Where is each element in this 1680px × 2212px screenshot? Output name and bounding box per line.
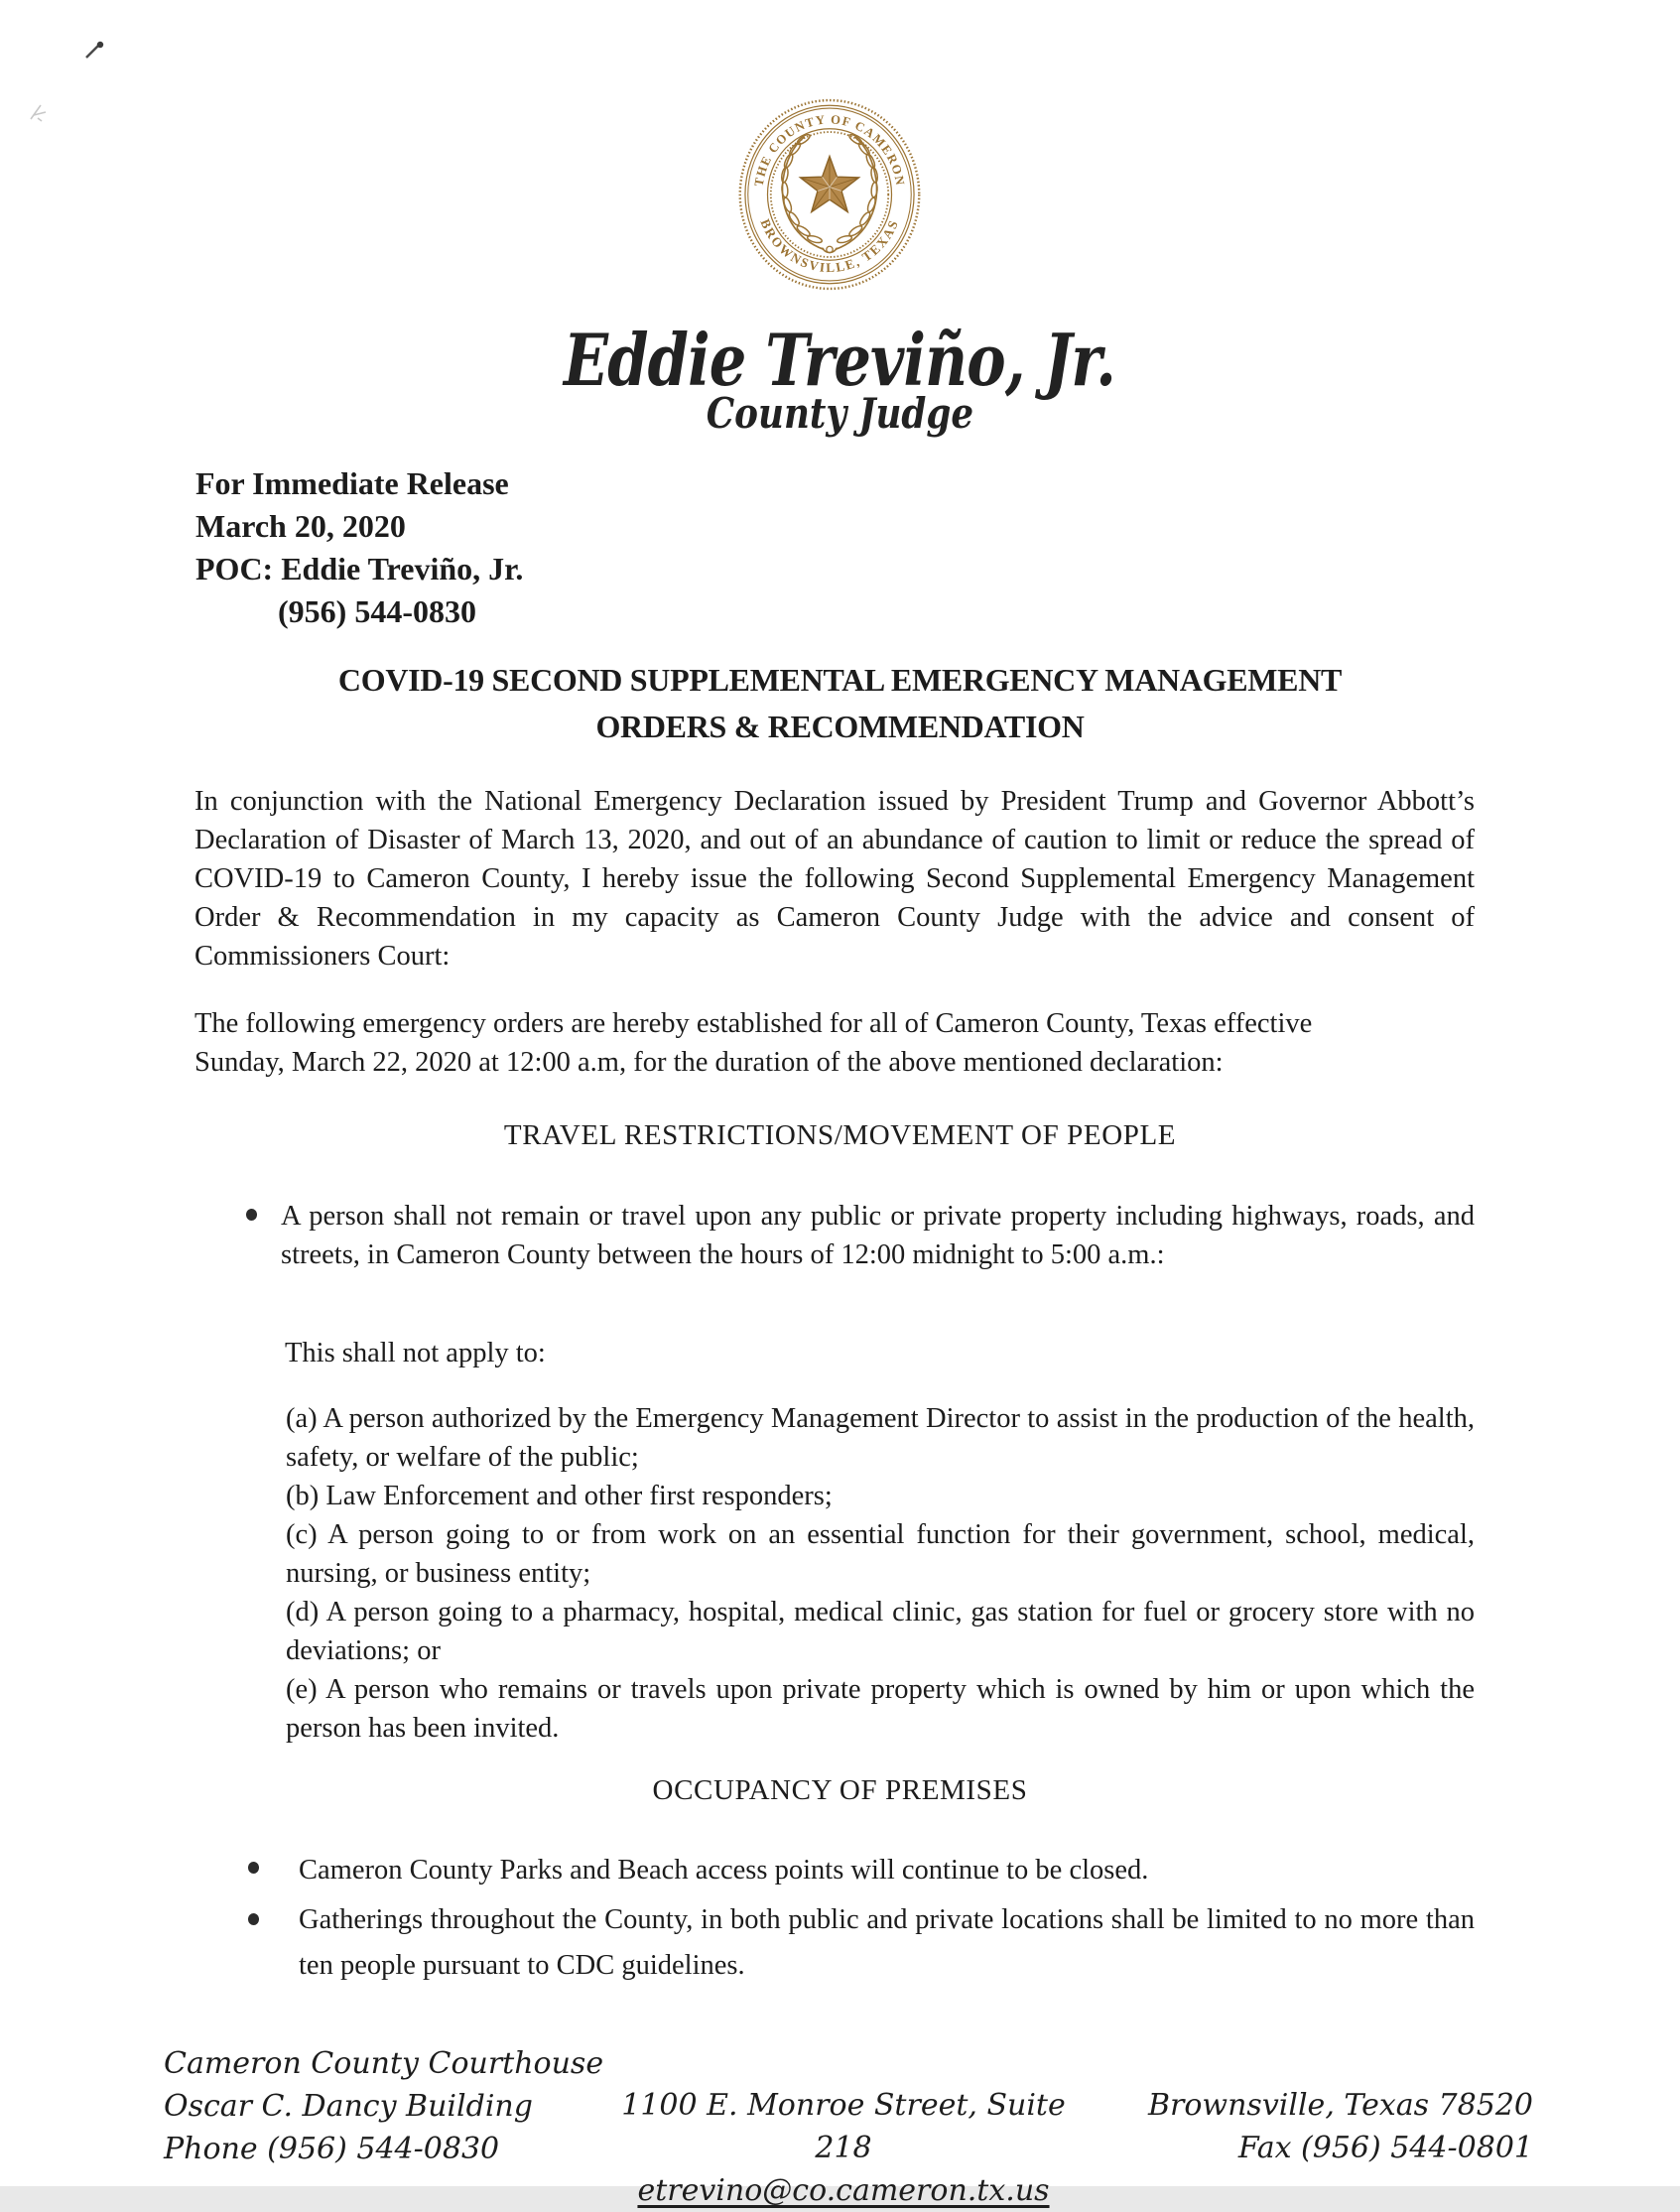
release-line: For Immediate Release — [195, 465, 509, 501]
footer-email: etrevino@co.cameron.tx.us — [637, 2173, 1050, 2208]
exception-item-a: (a) A person authorized by the Emergency Management Director to assist in the production of the health, safety, or welfare of the public; — [286, 1403, 1475, 1473]
judge-title — [0, 389, 1680, 438]
release-poc: POC: Eddie Treviño, Jr. — [195, 551, 524, 586]
seal-star — [800, 156, 858, 211]
occupancy-bullet-text: Gatherings throughout the County, in both public and private locations shall be limited to no more than ten people pursuant to CDC guidelines. — [299, 1904, 1475, 1981]
exception-item-d: (d) A person going to a pharmacy, hospital, medical clinic, gas station for fuel or grocery store with no deviations; or — [286, 1597, 1475, 1666]
scan-artifact-smudge — [28, 97, 56, 123]
seal-top-text: THE COUNTY OF CAMERON — [751, 112, 908, 188]
judge-name-text: Eddie Treviño, Jr. — [564, 318, 1116, 402]
release-date: March 20, 2020 — [195, 508, 406, 544]
effective-paragraph-line1: The following emergency orders are hereby established for all of Cameron County, Texas effective — [194, 1008, 1313, 1039]
bullet-dot-icon — [246, 1209, 257, 1221]
release-phone: (956) 544-0830 — [278, 593, 476, 629]
travel-section-heading: TRAVEL RESTRICTIONS/MOVEMENT OF PEOPLE — [503, 1119, 1177, 1151]
exceptions-list — [286, 1399, 1475, 1748]
footer-building: Oscar C. Dancy Building — [164, 2089, 533, 2124]
exception-item-b: (b) Law Enforcement and other first responders; — [286, 1481, 833, 1511]
footer-courthouse: Cameron County Courthouse — [164, 2046, 604, 2081]
exception-item-e: (e) A person who remains or travels upon private property which is owned by him or upon which the person has been invited. — [286, 1674, 1475, 1744]
bullet-dot-icon — [248, 1862, 259, 1874]
bullet-dot-icon — [248, 1913, 259, 1925]
document-title — [0, 657, 1680, 750]
intro-paragraph: In conjunction with the National Emergency Declaration issued by President Trump and Governor Abbott’s Declaration of Disaster of March 13, 2020, and out of an abundance of caution to limit or reduce the spread of COVID-19 to Cameron County, I hereby issue the following Second Supplemental Emergency Management Order & Recommendation in my capacity as Cameron County Judge with the advice and consent of Commissioners Court: — [194, 786, 1475, 972]
exception-item-c: (c) A person going to or from work on an essential function for their government, school, medical, nursing, or business entity; — [286, 1519, 1475, 1589]
scan-artifact-mark — [83, 40, 109, 62]
judge-title-text: County Judge — [706, 389, 974, 438]
travel-bullet-text: A person shall not remain or travel upon any public or private property including highways, roads, and streets, in Cameron County between the hours of 12:00 midnight to 5:00 a.m.: — [281, 1201, 1475, 1270]
document-title-line1: COVID-19 SECOND SUPPLEMENTAL EMERGENCY MANAGEMENT — [337, 662, 1343, 698]
footer-building-column — [164, 2042, 603, 2170]
effective-paragraph — [194, 1004, 1494, 1082]
seal-bottom-text: BROWNSVILLE, TEXAS — [757, 216, 902, 276]
footer-city-state-zip: Brownsville, Texas 78520 — [1147, 2088, 1533, 2123]
effective-paragraph-line2: Sunday, March 22, 2020 at 12:00 a.m, for the duration of the above mentioned declaration: — [194, 1047, 1224, 1078]
exceptions-intro: This shall not apply to: — [285, 1338, 546, 1368]
occupancy-bullet-text: Cameron County Parks and Beach access points will continue to be closed. — [299, 1855, 1149, 1886]
footer-fax: Fax (956) 544-0801 — [1237, 2131, 1533, 2165]
release-info — [195, 462, 523, 633]
footer-city-column — [1131, 2084, 1533, 2169]
footer-address-column — [615, 2084, 1072, 2212]
document-title-line2: ORDERS & RECOMMENDATION — [595, 709, 1085, 744]
seal-ribbon — [822, 248, 837, 253]
footer-street-address: 1100 E. Monroe Street, Suite 218 — [621, 2088, 1066, 2165]
occupancy-section-heading: OCCUPANCY OF PREMISES — [652, 1774, 1028, 1806]
occupancy-bullet-item — [0, 1897, 1680, 1989]
occupancy-bullet-item — [0, 1848, 1680, 1893]
cameron-county-seal — [736, 96, 923, 293]
footer-phone: Phone (956) 544-0830 — [164, 2132, 500, 2166]
travel-bullet-item — [0, 1197, 1680, 1274]
